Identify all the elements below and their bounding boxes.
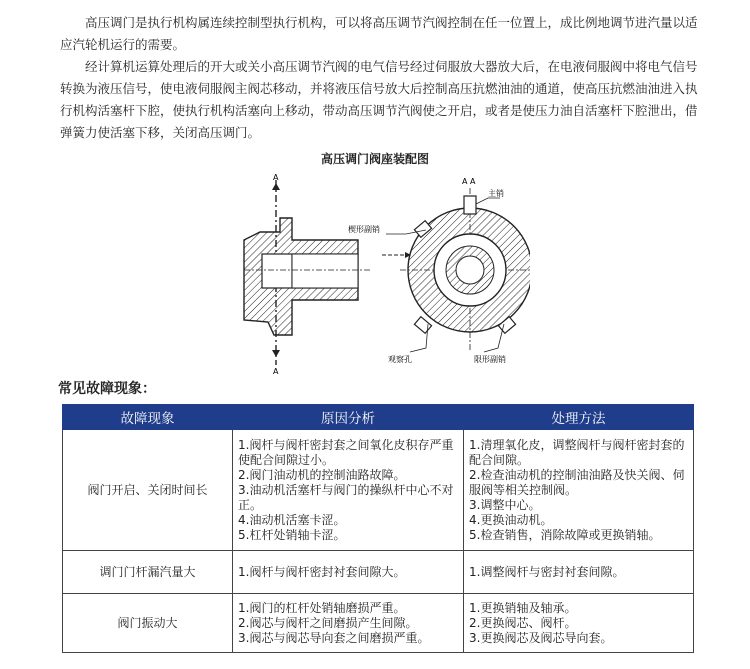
- list-item: 4.油动机活塞卡涩。: [238, 512, 346, 527]
- list-item: 3.阀芯与阀芯导向套之间磨损严重。: [238, 630, 430, 645]
- list-item: 4.更换油动机。: [469, 512, 553, 527]
- list-item: 1.阀杆与阀杆密封衬套间隙大。: [238, 564, 406, 579]
- cause-cell: [233, 430, 464, 551]
- list-item: 1.更换销轴及轴承。: [469, 600, 577, 615]
- table-row: [63, 551, 694, 594]
- solution-cell: [464, 551, 694, 594]
- label-limit-pin: 限形副销: [474, 355, 506, 364]
- table-header-row: [63, 405, 694, 430]
- list-item: 3.油动机活塞杆与阀门的操纵杆中心不对正。: [238, 482, 454, 512]
- table-row: [63, 594, 694, 653]
- list-item: 2.更换阀芯、阀杆。: [469, 615, 577, 630]
- header-cause: 原因分析: [233, 405, 464, 430]
- label-wedge-pin: 楔形副销: [348, 225, 380, 234]
- section-heading: 常见故障现象：: [58, 381, 156, 397]
- figure-title: 高压调门阀座装配图: [320, 152, 429, 166]
- phenomenon-cell: 调门门杆漏汽量大: [63, 551, 233, 594]
- header-solution: 处理方法: [464, 405, 694, 430]
- list-item: 2.阀芯与阀杆之间磨损产生间隙。: [238, 615, 418, 630]
- valve-seat-assembly-drawing: [230, 170, 530, 375]
- label-a-top: A: [273, 173, 279, 182]
- list-item: 5.杠杆处销轴卡涩。: [238, 527, 346, 542]
- phenomenon-cell: 阀门振动大: [63, 594, 233, 653]
- label-observe-hole: 观察孔: [388, 355, 412, 364]
- intro-paragraph-1: 高压调门是执行机构属连续控制型执行机构，可以将高压调节汽阀控制在任一位置上，成比例地调节进汽量以适应汽轮机运行的需要。: [60, 15, 698, 52]
- solution-cell: [464, 430, 694, 551]
- label-a-bottom: A: [273, 367, 279, 375]
- label-main-pin: 主销: [488, 189, 504, 198]
- list-item: 2.阀门油动机的控制油路故障。: [238, 467, 406, 482]
- list-item: 1.阀杆与阀杆密封套之间氧化皮积存严重使配合间隙过小。: [238, 437, 454, 467]
- table-row: [63, 430, 694, 551]
- solution-cell: [464, 594, 694, 653]
- list-item: 5.检查销售，消除故障或更换销轴。: [469, 527, 661, 542]
- intro-text: [60, 12, 700, 144]
- label-aa: A A: [462, 177, 476, 186]
- view-arrow: [382, 252, 411, 258]
- list-item: 3.更换阀芯及阀芯导向套。: [469, 630, 613, 645]
- list-item: 3.调整中心。: [469, 497, 541, 512]
- phenomenon-cell: 阀门开启、关闭时间长: [63, 430, 233, 551]
- cause-cell: [233, 594, 464, 653]
- intro-paragraph-2: 经计算机运算处理后的开大或关小高压调节汽阀的电气信号经过伺服放大器放大后，在电液伺服阀中将电气信号转换为液压信号，使电液伺服阀主阀芯移动，并将液压信号放大后控制高压抗燃油油的通道，使高压抗燃油油进入执行机构活塞杆下腔，使执行机构活塞向上移动，带动高压调节汽阀使之开启，或者是使压力油自活塞杆下腔泄出，借弹簧力使活塞下移，关闭高压调门。: [60, 59, 698, 140]
- seat-section-view: [244, 218, 370, 335]
- list-item: 1.调整阀杆与密封衬套间隙。: [469, 564, 625, 579]
- fault-table: [62, 404, 694, 653]
- list-item: 1.清理氧化皮，调整阀杆与阀杆密封套的配合间隙。: [469, 437, 685, 467]
- seat-end-view: [400, 188, 530, 350]
- header-phenomenon: 故障现象: [63, 405, 233, 430]
- list-item: 1.阀门的杠杆处销轴磨损严重。: [238, 600, 406, 615]
- list-item: 2.检查油动机的控制油油路及快关阀、伺服阀等相关控制阀。: [469, 467, 685, 497]
- cause-cell: [233, 551, 464, 594]
